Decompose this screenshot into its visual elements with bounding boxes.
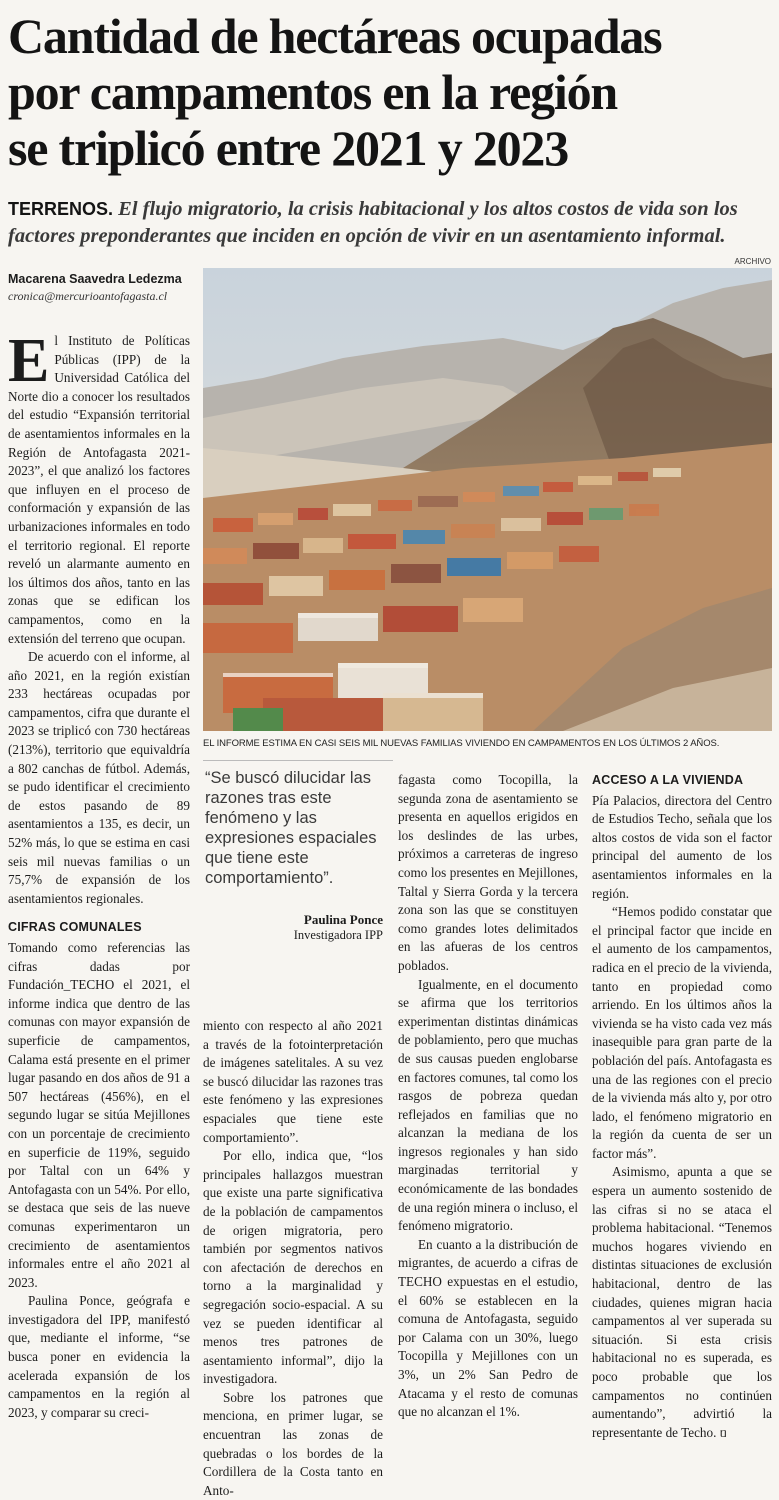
- byline: [8, 272, 198, 304]
- headline-line: por campamentos en la región: [8, 64, 617, 120]
- quote-divider: [203, 760, 393, 761]
- lede: [8, 196, 773, 250]
- quote-text: “Se buscó dilucidar las razones tras este fenómeno y las expresiones espaciales que tiene este comportamiento”.: [205, 769, 377, 887]
- headline: [8, 8, 773, 176]
- paragraph: [8, 327, 190, 648]
- subhead-cifras-comunales: CIFRAS COMUNALES: [8, 920, 142, 935]
- end-mark-icon: ᥝ: [719, 1425, 727, 1441]
- paragraph: Tomando como referencias las cifras dadas por Fundación_TECHO el 2021, el informe indica que dentro de las comunas con mayor expansión de superficie de campamentos, Calama está presente en el primer lugar pasando en dos años de 91 a 507 hectáreas (456%), en el segundo lugar se sitúa Mejillones con un porcentaje de crecimiento en superficie de 119%, seguido por Taltal con un 64% y Antofagasta con un 54%. Por ello, se destaca que seis de las nueve comunas experimentaron un crecimiento de asentamientos informales entre el año 2021 al 2023.: [8, 940, 190, 1290]
- quote-role: Investigadora IPP: [293, 928, 383, 942]
- photo-credit: ARCHIVO: [734, 257, 771, 266]
- article-column-2: [203, 1017, 383, 1500]
- article-column-4: [592, 771, 772, 1443]
- paragraph-text: Asimismo, apunta a que se espera un aumento sostenido de las cifras si no se ataca el problema habitacional. “Tenemos muchos hogares viviendo en distintas situaciones de exclusión habitacional, dentro de las ciudades, quienes migran hacia campamentos al ver superada su situación. Si esta crisis habitacional no es superada, es poco probable que los campamentos no continúen aumentando”, advirtió la representante de Techo.: [592, 1164, 772, 1440]
- news-photo: [203, 268, 772, 731]
- paragraph: miento con respecto al año 2021 a través de la fotointerpretación de imágenes satelitales. A su vez se buscó dilucidar las razones tras este fenómeno y las expresiones espaciales que tiene este comportamiento”.: [203, 1018, 383, 1145]
- paragraph: fagasta como Tocopilla, la segunda zona de asentamiento se presenta en aquellos erigidos en los deslindes de las urbes, próximos a carreteras de ingreso como los presentes en Mejillones, Taltal y Sierra Gorda y la tercera zona son las que se constituyen como grandes lotes delimitados en las afueras de los centros poblados.: [398, 772, 578, 973]
- shantytown-hillside-illustration: [203, 268, 772, 731]
- paragraph: Paulina Ponce, geógrafa e investigadora del IPP, manifestó que, mediante el informe, “se busca poner en evidencia la acelerada expansión de los campamentos en la región al 2023, y comparar su creci-: [8, 1293, 190, 1420]
- lede-text: El flujo migratorio, la crisis habitacional y los altos costos de vida son los factores preponderantes que inciden en opción de vivir en un asentamiento informal.: [8, 198, 738, 247]
- paragraph-text: l Instituto de Políticas Públicas (IPP) de la Universidad Católica del Norte dio a conocer los resultados del estudio “Expansión territorial de asentamientos informales en la Región de Antofagasta 2021-2023”, el que analizó los factores que influyen en el proceso de conformación y expansión de las urbanizaciones informales en todo el territorio regional. El reporte reveló un alarmante aumento en los últimos dos años, tanto en las zonas que se edifican los campamentos, como en la extensión del terreno que ocupan.: [8, 333, 190, 646]
- paragraph: De acuerdo con el informe, al año 2021, en la región existían 233 hectáreas ocupadas por campamentos, cifra que durante el 2023 se triplicó con 730 hectáreas (213%), territorio que equivaldría a 802 canchas de fútbol. Además, se pudo identificar el crecimiento de estos pasando de 89 asentamientos a 135, es decir, un 52% más, lo que se estima en casi seis mil nuevas familias o un 75,7% de expansión de los asentamientos regionales.: [8, 649, 190, 906]
- paragraph: Sobre los patrones que menciona, en primer lugar, se encuentran las zonas de quebradas o los bordes de la Cordillera de la Costa tanto en Anto-: [203, 1389, 383, 1498]
- pull-quote: [205, 768, 383, 943]
- headline-line: se triplicó entre 2021 y 2023: [8, 120, 568, 176]
- photo-caption: EL INFORME ESTIMA EN CASI SEIS MIL NUEVAS FAMILIAS VIVIENDO EN CAMPAMENTOS EN LOS ÚLTIMOS 2 AÑOS.: [203, 738, 720, 749]
- paragraph: En cuanto a la distribución de migrantes, de acuerdo a cifras de TECHO expuestas en el estudio, el 60% se establecen en la comuna de Antofagasta, seguido por Calama con un 30%, luego Tocopilla y Mejillones con un 3%, un 2% San Pedro de Atacama y el resto de comunas que no alcanzan el 1%.: [398, 1236, 578, 1420]
- article-column-1: [8, 327, 190, 1422]
- paragraph: Por ello, indica que, “los principales hallazgos muestran que existe una parte significativa de la población de campamentos de origen migratoria, pero también por segmentos nativos con afectación de derechos en torno a la marginalidad y segregación socio-espacial. A su vez se pueden identificar al menos tres patrones de asentamiento informal”, dijo la investigadora.: [203, 1148, 383, 1387]
- author-email[interactable]: cronica@mercurioantofagasta.cl: [8, 289, 168, 303]
- paragraph: “Hemos podido constatar que el principal factor que incide en el aumento de los campamentos, radica en el precio de la vivienda, tanto en propiedad como arriendo. En los últimos años la vivienda se ha visto cada vez más inasequible para gran parte de la población del país. Antofagasta es una de las regiones con el precio de la vivienda más alto y, por otro lado, el fenómeno migratorio en la región da cuenta de ser un factor más”.: [592, 904, 772, 1161]
- paragraph: Pía Palacios, directora del Centro de Estudios Techo, señala que los altos costos de vida son el factor principal del aumento de los asentamientos informales en la región.: [592, 792, 772, 901]
- subhead-acceso-vivienda: ACCESO A LA VIVIENDA: [592, 773, 744, 787]
- author-name: Macarena Saavedra Ledezma: [8, 272, 182, 286]
- headline-line: Cantidad de hectáreas ocupadas: [8, 8, 662, 64]
- paragraph: Igualmente, en el documento se afirma que los territorios experimentan distintas dinámicas de poblamiento, pero que muchas de sus causas pueden englobarse en factores comunes, tal como los rasgos de pobreza quedan reflejados en familias que no alcanzan la mediana de los ingresos regionales y han sido marginadas territorial y económicamente de las bondades de una región minera o incluso, el fenómeno migratorio.: [398, 976, 578, 1234]
- quote-author: Paulina Ponce: [303, 912, 383, 927]
- paragraph: [592, 1163, 772, 1443]
- article-column-3: [398, 771, 578, 1422]
- drop-cap: E: [8, 327, 50, 395]
- lede-kicker: TERRENOS.: [8, 199, 114, 219]
